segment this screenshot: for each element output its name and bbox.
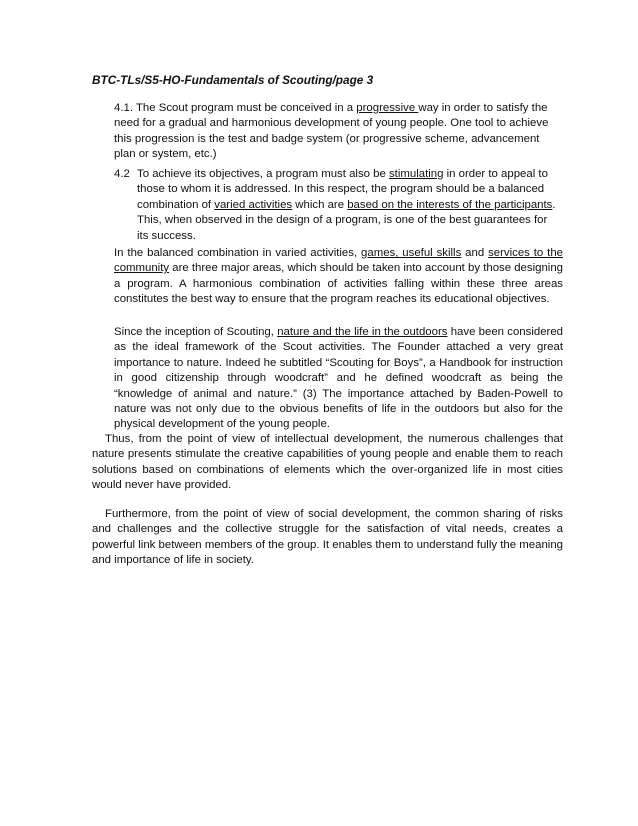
p2-underlined-interests: based on the interests of the participants <box>347 198 553 211</box>
p3-text-a: In the balanced combination in varied activities, <box>114 247 362 259</box>
p2-text-b: in order to appeal to those to whom it is addressed. In this respect, the program should be a balanced combination of <box>137 168 548 211</box>
p2-underlined-varied-activities: varied activities <box>214 198 293 211</box>
paragraph-balanced-combination <box>114 246 563 308</box>
p2-text-d: . This, when observed in the design of a program, is one of the best guarantees for its success. <box>137 198 556 242</box>
p3-underlined-services: services to the community <box>114 247 563 275</box>
p3-underlined-games: games, useful skills <box>361 247 462 259</box>
p2-text-c: which are <box>292 198 348 211</box>
p1-underlined-progressive: progressive <box>356 102 419 114</box>
paragraph-4-1 <box>114 101 550 163</box>
page-header: BTC-TLs/S5-HO-Fundamentals of Scouting/page 3 <box>92 73 374 87</box>
p4-text-a: Since the inception of Scouting, <box>114 326 278 338</box>
paragraph-4-2 <box>114 167 559 247</box>
p2-text-a: To achieve its objectives, a program must also be <box>137 168 389 180</box>
p2-number: 4.2 <box>114 168 130 180</box>
paragraph-inception <box>114 325 563 433</box>
p3-text-b: and <box>461 247 489 259</box>
p2-body <box>137 167 559 244</box>
paragraph-intellectual: Thus, from the point of view of intellectual development, the numerous challenges that nature presents stimulate the creative capabilities of young people and enable them to reach solutions based on combinations of elements which the over-organized life in most cities would never have provided. <box>92 433 563 492</box>
paragraph-social: Furthermore, from the point of view of social development, the common sharing of risks and challenges and the collective struggle for the satisfaction of vital needs, creates a powerful link between members of the group. It enables them to understand fully the meaning and importance of life in society. <box>92 508 563 567</box>
p2-underlined-stimulating: stimulating <box>388 168 444 180</box>
p3-text-c: are three major areas, which should be taken into account by those designing a program. A harmonious combination of activities falling within these three areas constitutes the best way to ensure that the program reaches its educational objectives. <box>114 262 563 306</box>
p4-underlined-nature: nature and the life in the outdoors <box>277 326 448 338</box>
p4-text-b: have been considered as the ideal framework of the Scout activities. The Founder attached a very great importance to nature. Indeed he subtitled “Scouting for Boys”, a Handbook for instruction in good citizenship through woodcraft” and he defined woodcraft as being the “knowledge of animal and nature.” (3) The importance attached by Baden-Powell to nature was not only due to the obvious benefits of life in the outdoors but also for the physical development of the young people. <box>114 326 563 431</box>
p1-text-a: 4.1. The Scout program must be conceived in a <box>114 102 357 114</box>
p1-text-b: way in order to satisfy the need for a gradual and harmonious development of young people. One tool to achieve this progression is the test and badge system (or progressive scheme, advancement plan or system, etc.) <box>114 102 549 161</box>
